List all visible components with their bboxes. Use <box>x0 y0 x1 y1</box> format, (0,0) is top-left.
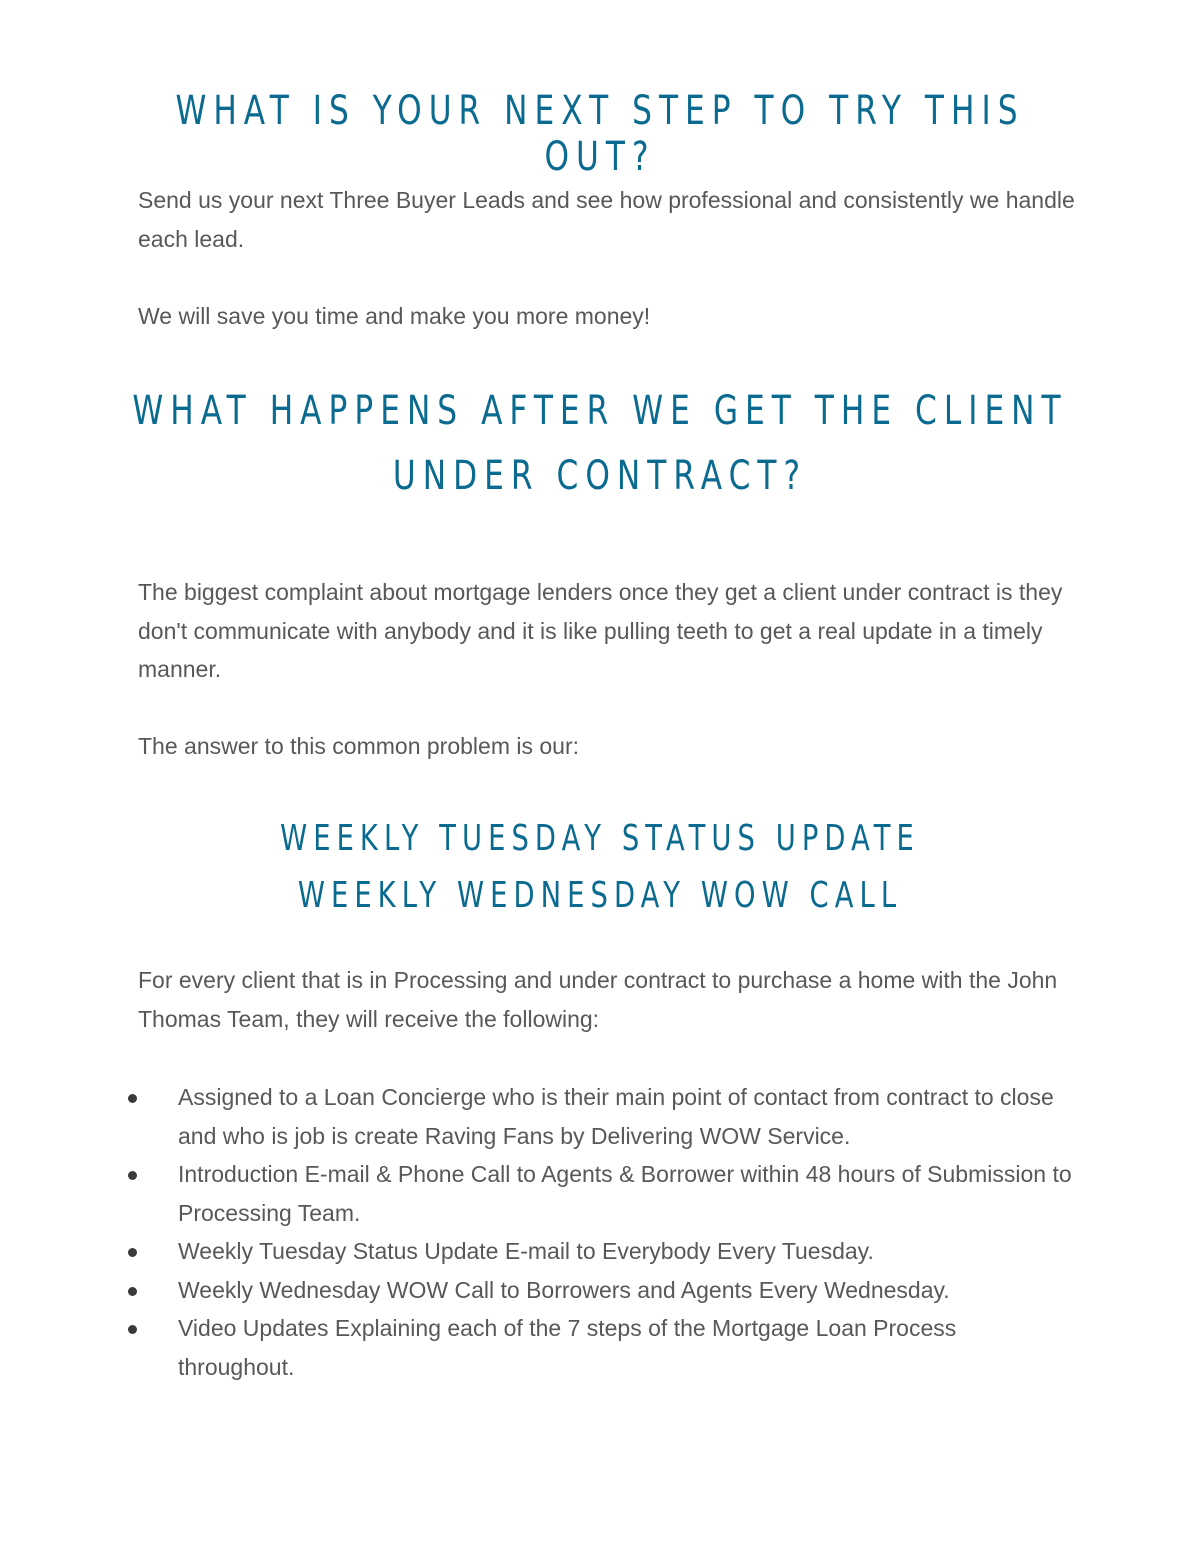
after-contract-heading-line2: UNDER CONTRACT? <box>392 453 808 499</box>
list-item <box>0 1232 1078 1271</box>
processing-paragraph: For every client that is in Processing and under contract to purchase a home with the John Thomas Team, they will receive the following: <box>138 967 1058 1032</box>
benefits-list <box>0 1078 1200 1386</box>
list-item <box>0 1155 1078 1232</box>
weekly-wednesday-heading: WEEKLY WEDNESDAY WOW CALL <box>297 875 903 916</box>
list-item-text: Assigned to a Loan Concierge who is their main point of contact from contract to close and who is job is create Raving Fans by Delivering WOW Service. <box>178 1084 1054 1149</box>
next-step-heading: WHAT IS YOUR NEXT STEP TO TRY THIS OUT? <box>175 88 1025 180</box>
list-item-text: Weekly Tuesday Status Update E-mail to Everybody Every Tuesday. <box>178 1238 874 1264</box>
list-item-text: Video Updates Explaining each of the 7 steps of the Mortgage Loan Process throughout. <box>178 1315 957 1380</box>
list-item-text: Introduction E-mail & Phone Call to Agents & Borrower within 48 hours of Submission to Processing Team. <box>178 1161 1072 1226</box>
next-step-paragraph: Send us your next Three Buyer Leads and see how professional and consistently we handle each lead. <box>138 187 1075 252</box>
complaint-paragraph: The biggest complaint about mortgage lenders once they get a client under contract is they don't communicate with anybody and it is like pulling teeth to get a real update in a timely manner. <box>138 579 1063 682</box>
list-item <box>0 1271 1078 1310</box>
save-time-paragraph: We will save you time and make you more money! <box>138 303 651 329</box>
weekly-tuesday-heading: WEEKLY TUESDAY STATUS UPDATE <box>280 818 920 859</box>
after-contract-heading-line1: WHAT HAPPENS AFTER WE GET THE CLIENT <box>132 388 1068 434</box>
bullet-icon <box>128 1248 137 1257</box>
answer-paragraph: The answer to this common problem is our: <box>138 733 580 759</box>
bullet-icon <box>128 1094 137 1103</box>
list-item <box>0 1309 1078 1386</box>
list-item-text: Weekly Wednesday WOW Call to Borrowers and Agents Every Wednesday. <box>178 1276 950 1303</box>
bullet-icon <box>128 1171 137 1180</box>
list-item <box>0 1078 1078 1155</box>
bullet-icon <box>128 1287 137 1296</box>
bullet-icon <box>128 1325 137 1334</box>
